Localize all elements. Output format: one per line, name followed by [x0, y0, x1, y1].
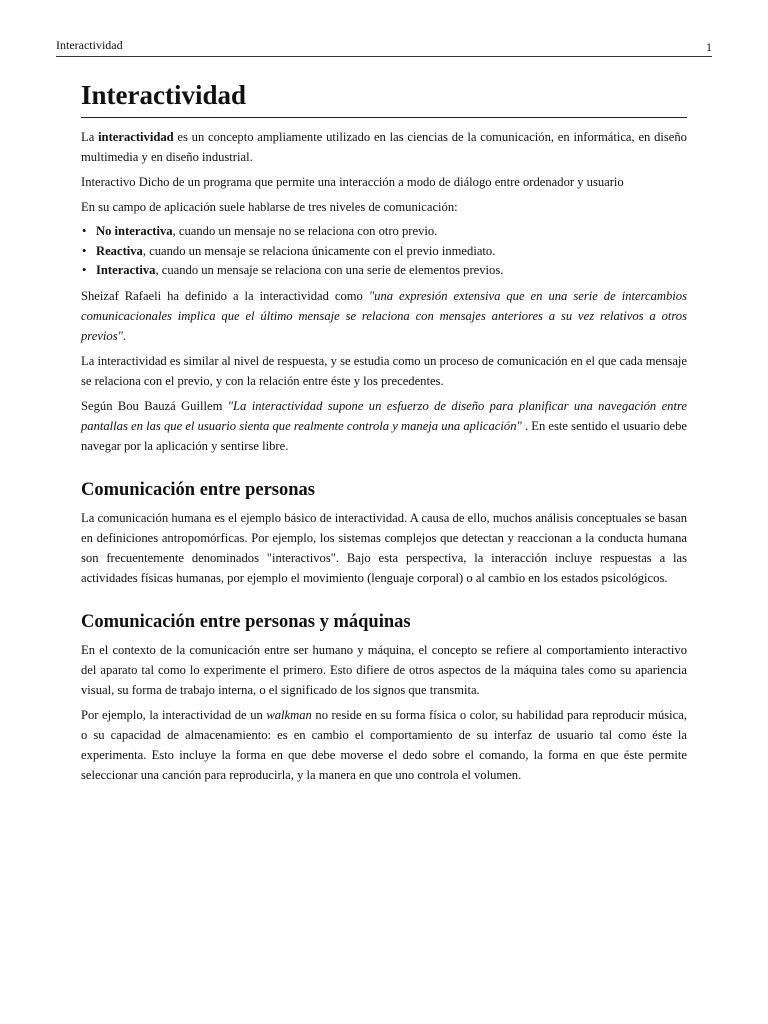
level-term: No interactiva — [96, 224, 173, 238]
running-title: Interactividad — [56, 38, 123, 52]
bullet-icon: • — [82, 263, 87, 277]
emphasis: walkman — [266, 707, 312, 722]
section-heading-maquinas: Comunicación entre personas y máquinas — [81, 611, 411, 632]
article-body — [81, 78, 687, 790]
intro-paragraph-4 — [81, 286, 687, 346]
level-desc: , cuando un mensaje se relaciona únicamente con el previo inmediato. — [142, 243, 496, 258]
bold-term: interactividad — [98, 130, 174, 144]
text-run: Por ejemplo, la interactividad de un — [81, 707, 267, 722]
level-desc: , cuando un mensaje se relaciona con una serie de elementos previos. — [155, 263, 504, 277]
intro-paragraph-2: Interactivo Dicho de un programa que permite una interacción a modo de diálogo entre ordenador y usuario — [81, 175, 624, 189]
running-header — [56, 38, 712, 57]
intro-paragraph-1 — [81, 127, 687, 167]
text-run: La — [81, 130, 99, 144]
levels-list — [81, 222, 687, 281]
section2-paragraph-1: En el contexto de la comunicación entre ser humano y máquina, el concepto se refiere al comportamiento interactivo del aparato tal como lo experimente el primero. Esto difiere de otros aspectos de la máquina tales como su apariencia visual, su forma de trabajo interna, o el significado de los signos que transmita. — [81, 642, 687, 697]
intro-paragraph-3: En su campo de aplicación suele hablarse de tres niveles de comunicación: — [81, 200, 458, 214]
intro-paragraph-6 — [81, 396, 687, 456]
page-number: 1 — [706, 40, 712, 54]
section2-paragraph-2 — [81, 705, 687, 785]
bullet-icon: • — [82, 224, 87, 238]
page-title: Interactividad — [81, 78, 687, 118]
section1-paragraph-1: La comunicación humana es el ejemplo básico de interactividad. A causa de ello, muchos análisis conceptuales se basan en definiciones antropomórficas. Por ejemplo, los sistemas complejos que detectan y reaccionan a la conducta humana son frecuentemente denominados "interactivos". Bajo esta perspectiva, la interacción incluye respuestas a las actividades físicas humanas, por ejemplo el movimiento (lenguaje corporal) o al cambio en los estados psicológicos. — [81, 510, 687, 585]
level-desc: , cuando un mensaje no se relaciona con otro previo. — [172, 224, 438, 238]
intro-paragraph-5: La interactividad es similar al nivel de respuesta, y se estudia como un proceso de comunicación en el que cada mensaje se relaciona con el previo, y con la relación entre éste y los precedentes. — [81, 353, 687, 388]
quote: "La interactividad supone un esfuerzo de diseño para planificar una navegación entre pantallas en las que el usuario sienta que realmente controla y maneja una aplicación" — [81, 398, 688, 433]
text-run: Según Bou Bauzá Guillem — [81, 398, 228, 413]
quote: "una expresión extensiva que en una serie de intercambios comunicacionales implica que el último mensaje se relaciona con mensajes anteriores a su vez relativos a otros previos" — [81, 288, 687, 343]
level-term: Interactiva — [96, 263, 156, 277]
section-heading-personas: Comunicación entre personas — [81, 479, 315, 500]
list-item — [81, 242, 687, 262]
text-run: . En este sentido el usuario debe navegar por la aplicación y sentirse libre. — [81, 418, 687, 453]
list-item — [81, 222, 687, 242]
level-term: Reactiva — [96, 243, 143, 258]
text-run: no reside en su forma física o color, su habilidad para reproducir música, o su capacidad de almacenamiento: es en cambio el comportamiento de su interfaz de usuario tal como éste la experimenta. Esto incluye la forma en que debe moverse el dedo sobre el comando, la forma en que éste permite seleccionar una canción para reproducirla, y la manera en que uno controla el volumen. — [81, 707, 687, 782]
bullet-icon: • — [82, 243, 87, 258]
text-run: es un concepto ampliamente utilizado en las ciencias de la comunicación, en informática, en diseño multimedia y en diseño industrial. — [81, 130, 687, 164]
list-item — [81, 261, 687, 281]
text-run: . — [122, 328, 127, 343]
text-run: Sheizaf Rafaeli ha definido a la interactividad como — [81, 288, 369, 303]
